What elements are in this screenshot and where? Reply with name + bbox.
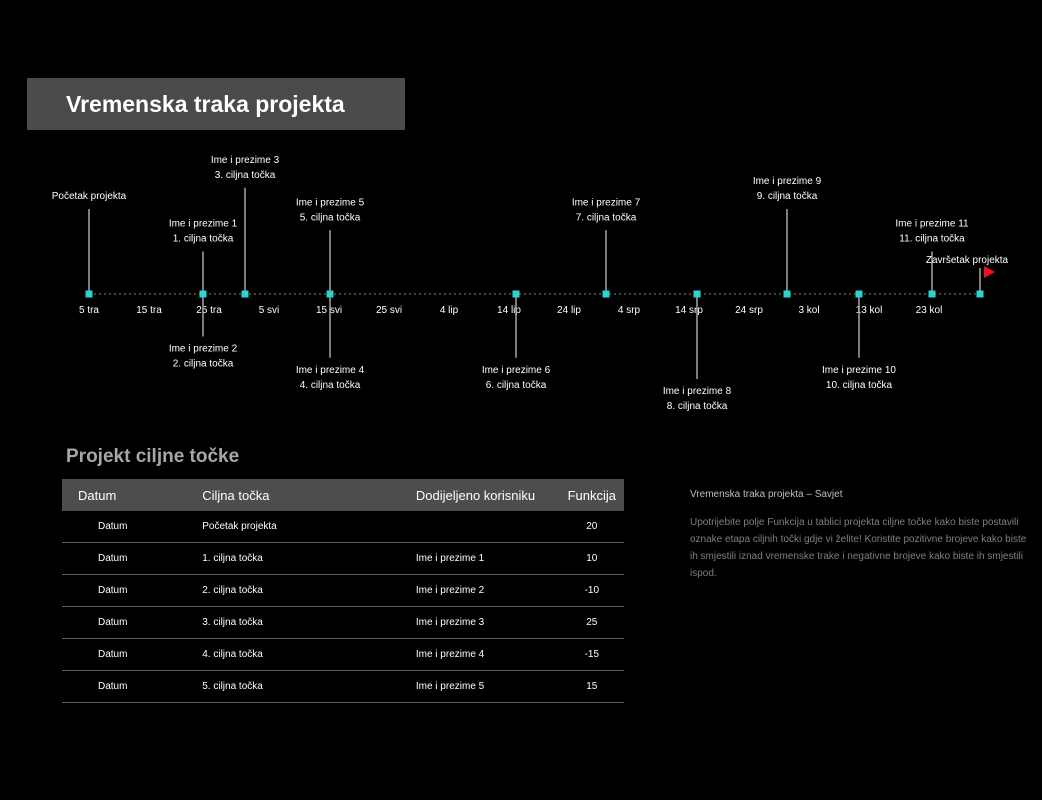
cell-function[interactable]: 10 [560, 543, 624, 575]
cell-date[interactable]: Datum [62, 511, 202, 543]
milestone-label: 9. ciljna točka [756, 191, 818, 202]
milestone-label: 5. ciljna točka [299, 212, 361, 224]
axis-tick-label: 14 srp [675, 305, 703, 316]
milestone-marker [327, 291, 334, 298]
milestone-name: Ime i prezime 3 [210, 154, 280, 166]
axis-tick-label: 24 srp [735, 305, 763, 316]
milestone-label: 7. ciljna točka [575, 212, 637, 224]
axis-tick-label: 13 kol [855, 305, 883, 316]
cell-assigned[interactable] [416, 511, 560, 543]
milestone-label: 11. ciljna točka [899, 233, 965, 245]
milestones-section-title: Projekt ciljne točke [66, 446, 240, 467]
milestone-marker [856, 291, 863, 298]
axis-tick-label: 4 srp [617, 305, 641, 316]
cell-assigned[interactable]: Ime i prezime 3 [416, 607, 560, 639]
milestone-label: 3. ciljna točka [214, 169, 276, 181]
axis-tick-label: 24 lip [557, 305, 581, 316]
milestones-table [62, 479, 624, 703]
cell-function[interactable]: 25 [560, 607, 624, 639]
title-banner [27, 78, 405, 130]
header-milestone[interactable]: Ciljna točka [202, 479, 416, 511]
milestone-label: 6. ciljna točka [485, 379, 547, 391]
cell-date[interactable]: Datum [62, 575, 202, 607]
cell-milestone[interactable]: 3. ciljna točka [202, 607, 416, 639]
end-label: Završetak projekta [925, 255, 1009, 266]
axis-tick-label: 3 kol [798, 305, 820, 316]
table-row [62, 607, 624, 639]
milestone-label: 4. ciljna točka [299, 379, 361, 391]
milestone-marker [603, 291, 610, 298]
end-flag-icon [984, 266, 995, 278]
cell-function[interactable]: -15 [560, 639, 624, 671]
cell-assigned[interactable]: Ime i prezime 2 [416, 575, 560, 607]
milestone-name: Ime i prezime 10 [822, 364, 896, 376]
milestone-label: 1. ciljna točka [172, 233, 234, 245]
header-assigned[interactable]: Dodijeljeno korisniku [416, 479, 560, 511]
axis-tick-label: 25 svi [375, 305, 403, 316]
milestone-name: Ime i prezime 1 [168, 218, 238, 230]
table-row [62, 575, 624, 607]
cell-date[interactable]: Datum [62, 671, 202, 703]
milestone-name: Ime i prezime 8 [662, 386, 732, 397]
axis-tick-label: 23 kol [915, 305, 943, 316]
axis-tick-label: 4 lip [439, 305, 459, 316]
table-row [62, 639, 624, 671]
axis-tick-label: 15 svi [315, 305, 343, 316]
cell-date[interactable]: Datum [62, 607, 202, 639]
milestone-label: 8. ciljna točka [666, 401, 728, 412]
milestone-marker [242, 291, 249, 298]
axis-tick-label: 25 tra [196, 305, 222, 316]
cell-assigned[interactable]: Ime i prezime 1 [416, 543, 560, 575]
cell-function[interactable]: -10 [560, 575, 624, 607]
cell-function[interactable]: 15 [560, 671, 624, 703]
tip-text: Upotrijebite polje Funkcija u tablici projekta ciljne točke kako biste postavili oznake etapa ciljnih točki gdje vi želite! Koristite pozitivne brojeve kako biste ih smjestili iznad vremenske trake i negativne brojeve kako biste ih smjestili ispod. [690, 517, 1027, 579]
cell-assigned[interactable]: Ime i prezime 4 [416, 639, 560, 671]
milestone-name: Ime i prezime 2 [168, 343, 238, 355]
start-label: Početak projekta [51, 191, 127, 202]
milestone-name: Ime i prezime 5 [295, 197, 365, 209]
end-marker [977, 291, 984, 298]
cell-milestone[interactable]: 4. ciljna točka [202, 639, 416, 671]
milestone-name: Ime i prezime 9 [752, 176, 822, 187]
milestone-marker [200, 291, 207, 298]
start-marker [86, 291, 93, 298]
table-row [62, 671, 624, 703]
milestone-marker [784, 291, 791, 298]
cell-function[interactable]: 20 [560, 511, 624, 543]
cell-date[interactable]: Datum [62, 543, 202, 575]
axis-tick-label: 14 lip [497, 305, 521, 316]
milestone-label: 10. ciljna točka [825, 379, 893, 391]
milestone-name: Ime i prezime 6 [481, 364, 551, 376]
milestone-marker [513, 291, 520, 298]
axis-tick-label: 5 tra [78, 305, 100, 316]
tip-title: Vremenska traka projekta – Savjet [690, 489, 843, 500]
milestone-marker [694, 291, 701, 298]
cell-milestone[interactable]: 5. ciljna točka [202, 671, 416, 703]
project-timeline [0, 140, 1042, 440]
milestone-label: 2. ciljna točka [172, 358, 234, 370]
table-row [62, 543, 624, 575]
cell-milestone[interactable]: 2. ciljna točka [202, 575, 416, 607]
cell-date[interactable]: Datum [62, 639, 202, 671]
page-title: Vremenska traka projekta [66, 90, 345, 117]
table-header-row [62, 479, 624, 511]
cell-milestone[interactable]: 1. ciljna točka [202, 543, 416, 575]
milestone-name: Ime i prezime 11 [895, 218, 969, 230]
milestone-name: Ime i prezime 4 [295, 364, 365, 376]
header-date[interactable]: Datum [62, 479, 202, 511]
cell-assigned[interactable]: Ime i prezime 5 [416, 671, 560, 703]
axis-tick-label: 5 svi [258, 305, 280, 316]
milestone-name: Ime i prezime 7 [571, 197, 641, 209]
milestone-marker [929, 291, 936, 298]
table-row [62, 511, 624, 543]
header-function[interactable]: Funkcija [560, 479, 624, 511]
cell-milestone[interactable]: Početak projekta [202, 511, 416, 543]
axis-tick-label: 15 tra [136, 305, 162, 316]
